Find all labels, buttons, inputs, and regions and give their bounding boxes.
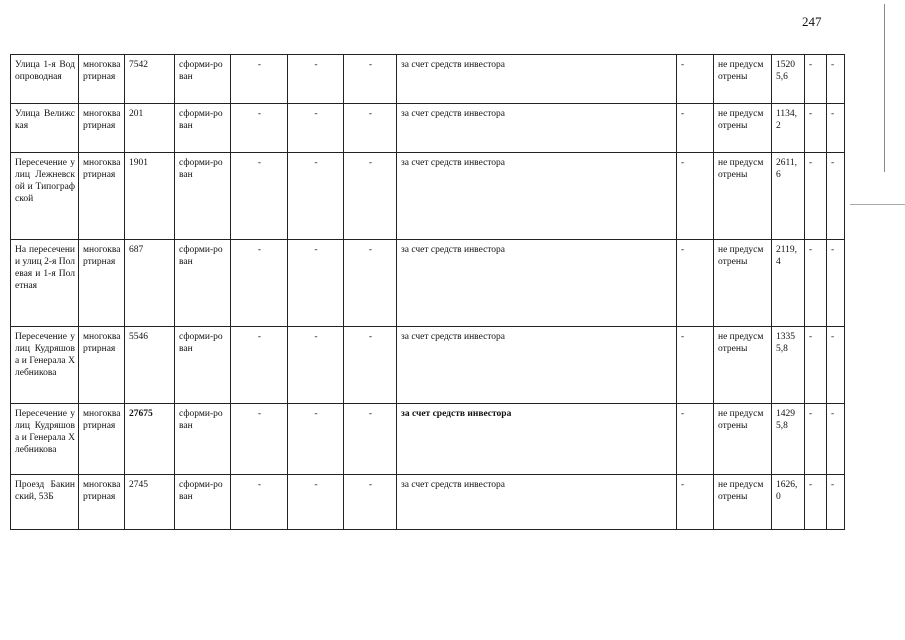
building-type-cell: многоквартирная xyxy=(79,153,125,240)
dash-cell: - xyxy=(231,55,288,104)
address-cell: Улица Велижская xyxy=(11,104,79,153)
address-cell: Пересечение улиц Кудряшова и Генерала Хлебникова xyxy=(11,327,79,404)
provision-cell: не предусмотрены xyxy=(714,404,772,475)
provision-cell: не предусмотрены xyxy=(714,327,772,404)
dash-cell: - xyxy=(288,104,344,153)
amount-cell: 2119,4 xyxy=(772,240,805,327)
table-row xyxy=(11,55,845,104)
dash-cell: - xyxy=(805,240,827,327)
count-cell: 687 xyxy=(125,240,175,327)
building-type-cell: многоквартирная xyxy=(79,104,125,153)
provision-cell: не предусмотрены xyxy=(714,240,772,327)
funding-cell: за счет средств инвестора xyxy=(397,153,677,240)
provision-cell: не предусмотрены xyxy=(714,55,772,104)
address-cell: Пересечение улиц Лежневской и Типографской xyxy=(11,153,79,240)
table-row xyxy=(11,404,845,475)
amount-cell: 2611,6 xyxy=(772,153,805,240)
table-row xyxy=(11,327,845,404)
dash-cell: - xyxy=(344,327,397,404)
dash-cell: - xyxy=(344,475,397,530)
amount-cell: 1134,2 xyxy=(772,104,805,153)
count-cell: 7542 xyxy=(125,55,175,104)
building-type-cell: многоквартирная xyxy=(79,404,125,475)
funding-cell: за счет средств инвестора xyxy=(397,404,677,475)
dash-cell: - xyxy=(677,475,714,530)
dash-cell: - xyxy=(805,327,827,404)
dash-cell: - xyxy=(827,240,845,327)
dash-cell: - xyxy=(677,240,714,327)
dash-cell: - xyxy=(288,153,344,240)
table-row xyxy=(11,240,845,327)
funding-cell: за счет средств инвестора xyxy=(397,55,677,104)
dash-cell: - xyxy=(827,153,845,240)
dash-cell: - xyxy=(805,153,827,240)
dash-cell: - xyxy=(231,153,288,240)
address-cell: На пересечении улиц 2-я Полевая и 1-я Полетная xyxy=(11,240,79,327)
address-cell: Улица 1-я Водопроводная xyxy=(11,55,79,104)
amount-cell: 13355,8 xyxy=(772,327,805,404)
dash-cell: - xyxy=(344,153,397,240)
dash-cell: - xyxy=(677,153,714,240)
dash-cell: - xyxy=(827,404,845,475)
dash-cell: - xyxy=(827,327,845,404)
dash-cell: - xyxy=(231,475,288,530)
dash-cell: - xyxy=(827,475,845,530)
building-type-cell: многоквартирная xyxy=(79,327,125,404)
table-row xyxy=(11,104,845,153)
amount-cell: 14295,8 xyxy=(772,404,805,475)
status-cell: сформи-рован xyxy=(175,153,231,240)
building-type-cell: многоквартирная xyxy=(79,475,125,530)
dash-cell: - xyxy=(231,404,288,475)
dash-cell: - xyxy=(827,55,845,104)
funding-cell: за счет средств инвестора xyxy=(397,240,677,327)
building-type-cell: многоквартирная xyxy=(79,55,125,104)
page-number: 247 xyxy=(802,14,822,29)
dash-cell: - xyxy=(805,404,827,475)
dash-cell: - xyxy=(288,404,344,475)
dash-cell: - xyxy=(805,475,827,530)
amount-cell: 15205,6 xyxy=(772,55,805,104)
dash-cell: - xyxy=(805,104,827,153)
dash-cell: - xyxy=(677,404,714,475)
dash-cell: - xyxy=(344,55,397,104)
amount-cell: 1626,0 xyxy=(772,475,805,530)
status-cell: сформи-рован xyxy=(175,240,231,327)
funding-cell: за счет средств инвестора xyxy=(397,327,677,404)
count-cell: 201 xyxy=(125,104,175,153)
provision-cell: не предусмотрены xyxy=(714,104,772,153)
dash-cell: - xyxy=(288,240,344,327)
dash-cell: - xyxy=(231,327,288,404)
dash-cell: - xyxy=(805,55,827,104)
provision-cell: не предусмотрены xyxy=(714,475,772,530)
dash-cell: - xyxy=(677,55,714,104)
status-cell: сформи-рован xyxy=(175,104,231,153)
dash-cell: - xyxy=(231,240,288,327)
dash-cell: - xyxy=(344,104,397,153)
address-cell: Пересечение улиц Кудряшова и Генерала Хлебникова xyxy=(11,404,79,475)
margin-line xyxy=(884,4,885,172)
building-type-cell: многоквартирная xyxy=(79,240,125,327)
count-cell: 2745 xyxy=(125,475,175,530)
table-row xyxy=(11,153,845,240)
dash-cell: - xyxy=(677,104,714,153)
register-table xyxy=(10,54,845,530)
table-row xyxy=(11,475,845,530)
dash-cell: - xyxy=(288,55,344,104)
status-cell: сформи-рован xyxy=(175,404,231,475)
dash-cell: - xyxy=(827,104,845,153)
status-cell: сформи-рован xyxy=(175,55,231,104)
dash-cell: - xyxy=(288,327,344,404)
margin-line xyxy=(850,204,905,205)
dash-cell: - xyxy=(288,475,344,530)
dash-cell: - xyxy=(677,327,714,404)
address-cell: Проезд Бакинский, 53Б xyxy=(11,475,79,530)
count-cell: 1901 xyxy=(125,153,175,240)
funding-cell: за счет средств инвестора xyxy=(397,104,677,153)
funding-cell: за счет средств инвестора xyxy=(397,475,677,530)
dash-cell: - xyxy=(231,104,288,153)
dash-cell: - xyxy=(344,240,397,327)
dash-cell: - xyxy=(344,404,397,475)
count-cell: 27675 xyxy=(125,404,175,475)
count-cell: 5546 xyxy=(125,327,175,404)
status-cell: сформи-рован xyxy=(175,327,231,404)
status-cell: сформи-рован xyxy=(175,475,231,530)
provision-cell: не предусмотрены xyxy=(714,153,772,240)
